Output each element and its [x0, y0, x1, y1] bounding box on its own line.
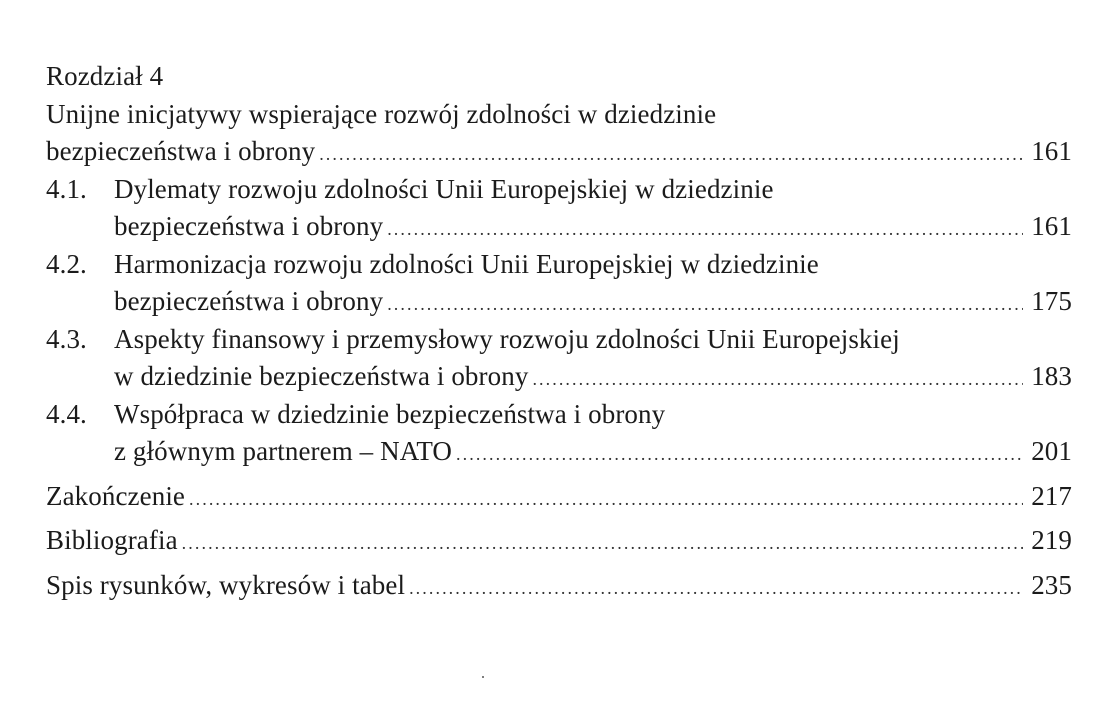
dot-leader: [532, 361, 1023, 399]
page-number: 161: [1031, 136, 1072, 166]
entry-title: Bibliografia: [46, 525, 178, 555]
section-4-1-heading: [46, 171, 1072, 209]
chapter-title-continuation: bezpieczeństwa i obrony: [46, 136, 316, 166]
chapter-title-line: [46, 96, 1072, 134]
section-title-continuation: z głównym partnerem – NATO: [114, 436, 453, 466]
section-4-4-heading: [46, 396, 1072, 434]
section-title-continuation: bezpieczeństwa i obrony: [114, 211, 384, 241]
chapter-title-text: Unijne inicjatywy wspierające rozwój zdolności w dziedzinie: [46, 98, 717, 129]
section-title-continuation: w dziedzinie bezpieczeństwa i obrony: [114, 361, 529, 391]
section-title-continuation: bezpieczeństwa i obrony: [114, 286, 384, 316]
section-title: Aspekty finansowy i przemysłowy rozwoju zdolności Unii Europejskiej: [114, 323, 900, 354]
dot-leader: [409, 570, 1023, 608]
page-number: 201: [1031, 436, 1072, 466]
section-4-3-heading: [46, 321, 1072, 359]
scan-speck: [482, 676, 484, 678]
page-number: 161: [1031, 211, 1072, 241]
toc-entry-section-4-3[interactable]: [46, 358, 1072, 396]
dot-leader: [387, 211, 1023, 249]
toc-entry-chapter-4[interactable]: [46, 133, 1072, 171]
section-number: 4.1.: [46, 173, 87, 204]
entry-title: Zakończenie: [46, 480, 186, 511]
section-title: Współpraca w dziedzinie bezpieczeństwa i obrony: [114, 398, 666, 429]
entry-title: Spis rysunków, wykresów i tabel: [46, 569, 406, 600]
section-title: Dylematy rozwoju zdolności Unii Europejskiej w dziedzinie: [114, 173, 774, 204]
dot-leader: [189, 481, 1023, 519]
dot-leader: [456, 436, 1023, 474]
page-number: 219: [1031, 525, 1072, 555]
table-of-contents: [46, 58, 1072, 604]
dot-leader: [182, 525, 1024, 563]
toc-entry-section-4-2[interactable]: [46, 283, 1072, 321]
page-number: 235: [1031, 569, 1072, 600]
toc-entry-spis-rysunkow[interactable]: [46, 567, 1072, 605]
toc-entry-section-4-1[interactable]: [46, 208, 1072, 246]
section-number: 4.4.: [46, 398, 87, 429]
section-title: Harmonizacja rozwoju zdolności Unii Europejskiej w dziedzinie: [114, 248, 819, 279]
chapter-label: [46, 58, 1072, 96]
toc-entry-bibliografia[interactable]: [46, 522, 1072, 560]
section-number: 4.2.: [46, 248, 87, 279]
toc-entry-section-4-4[interactable]: [46, 433, 1072, 471]
section-4-2-heading: [46, 246, 1072, 284]
page-number: 183: [1031, 361, 1072, 391]
section-number: 4.3.: [46, 323, 87, 354]
toc-entry-zakonczenie[interactable]: [46, 478, 1072, 516]
chapter-label-text: Rozdział 4: [46, 61, 164, 91]
page-number: 217: [1031, 480, 1072, 511]
dot-leader: [319, 136, 1023, 174]
page-number: 175: [1031, 286, 1072, 316]
dot-leader: [387, 286, 1023, 324]
